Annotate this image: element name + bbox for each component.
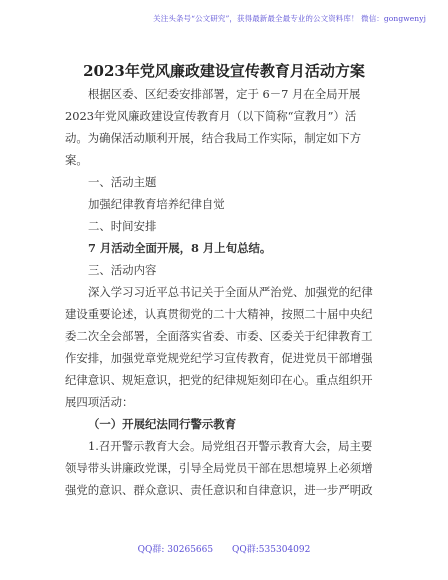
paragraph-line: 根据区委、区纪委安排部署，定于 6－7 月在全局开展 <box>88 87 361 101</box>
document-body <box>65 83 388 501</box>
footer-qq-1: QQ群: 30265665 <box>137 545 214 555</box>
paragraph-line: 2023年党风廉政建设宣传教育月（以下简称“宣教月”）活 <box>65 109 357 123</box>
paragraph-line: 作安排，加强党章党规党纪学习宣传教育，促进党员干部增强 <box>65 351 373 365</box>
paragraph-line: 委二次全会部署，全面落实省委、市委、区委关于纪律教育工 <box>65 329 373 343</box>
subsection-heading: （一）开展纪法同行警示教育 <box>88 417 237 431</box>
paragraph-line: 展四项活动： <box>65 395 134 409</box>
paragraph-line: 建设重要论述，认真贯彻党的二十大精神，按照二十届中央纪 <box>65 307 373 321</box>
paragraph-line: 1.召开警示教育大会。局党组召开警示教育大会，局主要 <box>88 439 373 453</box>
paragraph-line: 7 月活动全面开展，8 月上旬总结。 <box>88 241 272 255</box>
section-heading: 二、时间安排 <box>88 219 157 233</box>
footer-contact <box>0 542 448 555</box>
section-heading: 一、活动主题 <box>88 175 157 189</box>
footer-qq-2: QQ群:535304092 <box>232 545 311 555</box>
document-title: 2023年党风廉政建设宣传教育月活动方案 <box>83 62 365 80</box>
paragraph-line: 案。 <box>65 153 88 167</box>
header-banner: 关注头条号“公文研究”，获得最新最全最专业的公文资料库！ 微信：gongwenyj <box>153 14 426 23</box>
paragraph-line: 加强纪律教育培养纪律自觉 <box>88 197 225 211</box>
paragraph-line: 强党的意识、群众意识、责任意识和自律意识，进一步严明政 <box>65 483 373 497</box>
paragraph-line: 动。为确保活动顺利开展，结合我局工作实际，制定如下方 <box>65 131 362 145</box>
paragraph-line: 纪律意识、规矩意识，把党的纪律规矩刻印在心。重点组织开 <box>65 373 373 387</box>
section-heading: 三、活动内容 <box>88 263 157 277</box>
paragraph-line: 领导带头讲廉政党课，引导全局党员干部在思想境界上必须增 <box>65 461 373 475</box>
paragraph-line: 深入学习习近平总书记关于全面从严治党、加强党的纪律 <box>88 285 373 299</box>
